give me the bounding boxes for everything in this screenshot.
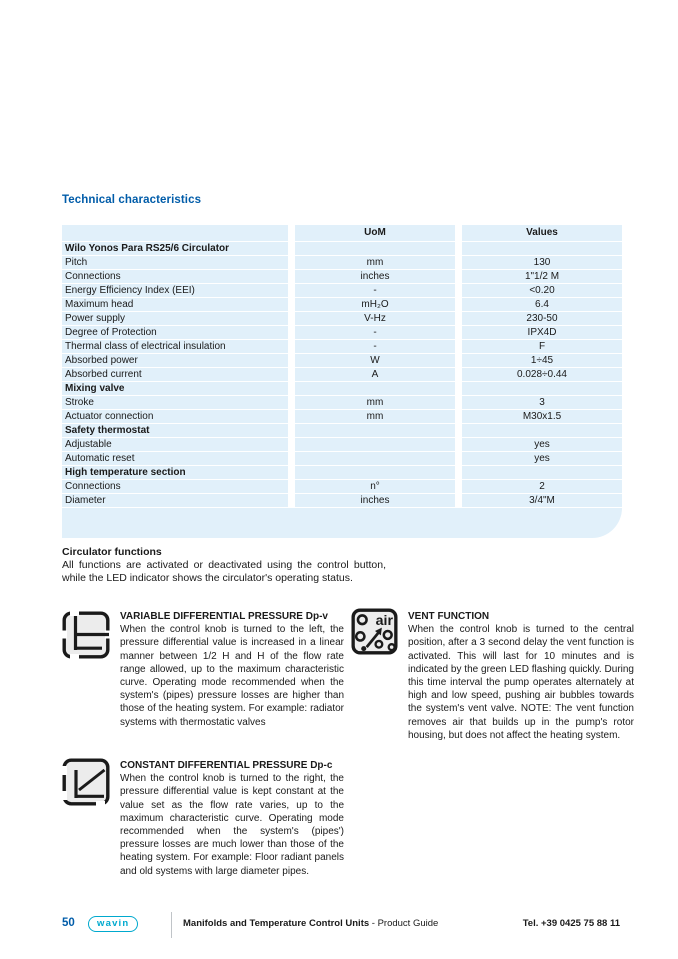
table-cell-value: IPX4D [462,326,622,340]
table-cell-label: Stroke [62,396,288,410]
table-cell-uom: mH₂O [295,298,455,312]
table-cell-uom [295,466,455,480]
table-cell-label: Wilo Yonos Para RS25/6 Circulator [62,242,288,256]
footer-divider [171,912,172,938]
table-cell-value: 3 [462,396,622,410]
doc-title: Manifolds and Temperature Control Units [183,918,370,929]
spec-table [62,225,622,538]
table-cell-label: Safety thermostat [62,424,288,438]
table-row [62,256,622,270]
table-cell-label: High temperature section [62,466,288,480]
footer-document-title [183,918,438,929]
table-cell-value: 6.4 [462,298,622,312]
table-cell-label: Thermal class of electrical insulation [62,340,288,354]
table-row [62,438,622,452]
table-cell-label: Absorbed power [62,354,288,368]
table-cell-uom: inches [295,270,455,284]
table-cell-value [462,242,622,256]
table-cell-label: Connections [62,270,288,284]
table-cell-uom: inches [295,494,455,508]
function-title: VENT FUNCTION [408,611,490,622]
table-row [62,466,622,480]
table-cell-uom: - [295,326,455,340]
table-cell-uom: - [295,340,455,354]
table-cell-value [462,382,622,396]
svg-text:air: air [375,613,393,630]
circulator-functions-title: Circulator functions [62,546,162,558]
footer-phone: Tel. +39 0425 75 88 11 [522,918,620,929]
table-row [62,270,622,284]
table-cell-label: Connections [62,480,288,494]
table-cell-value [462,466,622,480]
spec-table-rows [62,242,622,508]
function-description: When the control knob is turned to the central position, after a 3 second delay the vent function is activated. This will last for 10 minutes and is indicated by the green LED flashing quickly. During this time interval the pump operates alternately at high and low speed, pushing air bubbles towards the system's vent valve. NOTE: The vent function removes air that builds up in the pump's rotor housing, but does not affect the heating system. [408,624,634,741]
table-cell-label: Degree of Protection [62,326,288,340]
table-row [62,424,622,438]
page-title: Technical characteristics [62,194,202,206]
table-cell-label: Pitch [62,256,288,270]
table-row [62,298,622,312]
table-cell-label: Maximum head [62,298,288,312]
table-cell-value: 230-50 [462,312,622,326]
table-row [62,396,622,410]
table-cell-uom [295,452,455,466]
table-row [62,382,622,396]
page-number: 50 [62,917,75,929]
table-cell-value: 130 [462,256,622,270]
function-title: CONSTANT DIFFERENTIAL PRESSURE Dp-c [120,760,333,771]
table-cell-label: Diameter [62,494,288,508]
table-row [62,242,622,256]
table-cell-value: yes [462,438,622,452]
table-cell-uom: mm [295,396,455,410]
wavin-logo: wavin [88,916,138,932]
dp-v-chart-icon [62,611,110,664]
table-cell-uom: - [295,284,455,298]
table-cell-label: Actuator connection [62,410,288,424]
dp-c-chart-icon [62,758,110,811]
table-cell-label: Mixing valve [62,382,288,396]
air-vent-icon [351,608,398,660]
table-cell-label: Automatic reset [62,452,288,466]
table-cell-uom: A [295,368,455,382]
table-cell-uom: n° [295,480,455,494]
doc-subtitle: - Product Guide [369,918,439,929]
table-cell-label: Absorbed current [62,368,288,382]
table-row [62,410,622,424]
table-cell-value: 1"1/2 M [462,270,622,284]
table-row [62,480,622,494]
table-header-uom: UoM [295,225,455,242]
table-cell-value: yes [462,452,622,466]
table-header-row [62,225,622,242]
table-cell-label: Adjustable [62,438,288,452]
circulator-functions-text: All functions are activated or deactivated using the control button, while the LED indicator shows the circulator's operating status. [62,559,386,585]
table-cell-value: F [462,340,622,354]
table-cell-uom [295,382,455,396]
table-cell-label: Energy Efficiency Index (EEI) [62,284,288,298]
function-description: When the control knob is turned to the right, the pressure differential value is kept constant at the value set as the flow rate varies, up to the maximum characteristic curve. Operating mode recommended when the system's (pipes') pressure losses are much lower than those of the heating system. For example: Floor radiant panels and old systems with large diameter pipes. [120,773,344,877]
table-cell-uom [295,242,455,256]
table-row [62,312,622,326]
table-cell-value: 2 [462,480,622,494]
table-cell-value: 0.028÷0.44 [462,368,622,382]
table-cell-value: M30x1.5 [462,410,622,424]
function-title: VARIABLE DIFFERENTIAL PRESSURE Dp-v [120,611,328,622]
table-cell-value: 3/4"M [462,494,622,508]
table-row [62,368,622,382]
table-cell-value: 1÷45 [462,354,622,368]
table-row [62,340,622,354]
table-row [62,326,622,340]
table-footer-filler [62,508,622,538]
table-row [62,284,622,298]
function-block-dp-v [120,610,344,729]
table-header-values: Values [462,225,622,242]
function-block-dp-c [120,759,344,878]
table-header-empty [62,225,288,242]
table-row [62,354,622,368]
table-cell-uom [295,424,455,438]
table-cell-value: <0.20 [462,284,622,298]
table-row [62,452,622,466]
page-footer [62,912,620,938]
table-row [62,494,622,508]
table-cell-uom: mm [295,256,455,270]
table-cell-uom: mm [295,410,455,424]
table-cell-uom: W [295,354,455,368]
table-cell-label: Power supply [62,312,288,326]
function-block-vent [408,610,634,742]
table-cell-value [462,424,622,438]
table-cell-uom [295,438,455,452]
table-cell-uom: V-Hz [295,312,455,326]
function-description: When the control knob is turned to the left, the pressure differential value is increased in a linear manner between 1/2 H and H of the flow rate range allowed, up to the maximum characteristic curve. Operating mode recommended when the system's (pipes) pressure losses are higher than those of the heating system. For example: radiator systems with thermostatic valves [120,624,344,728]
